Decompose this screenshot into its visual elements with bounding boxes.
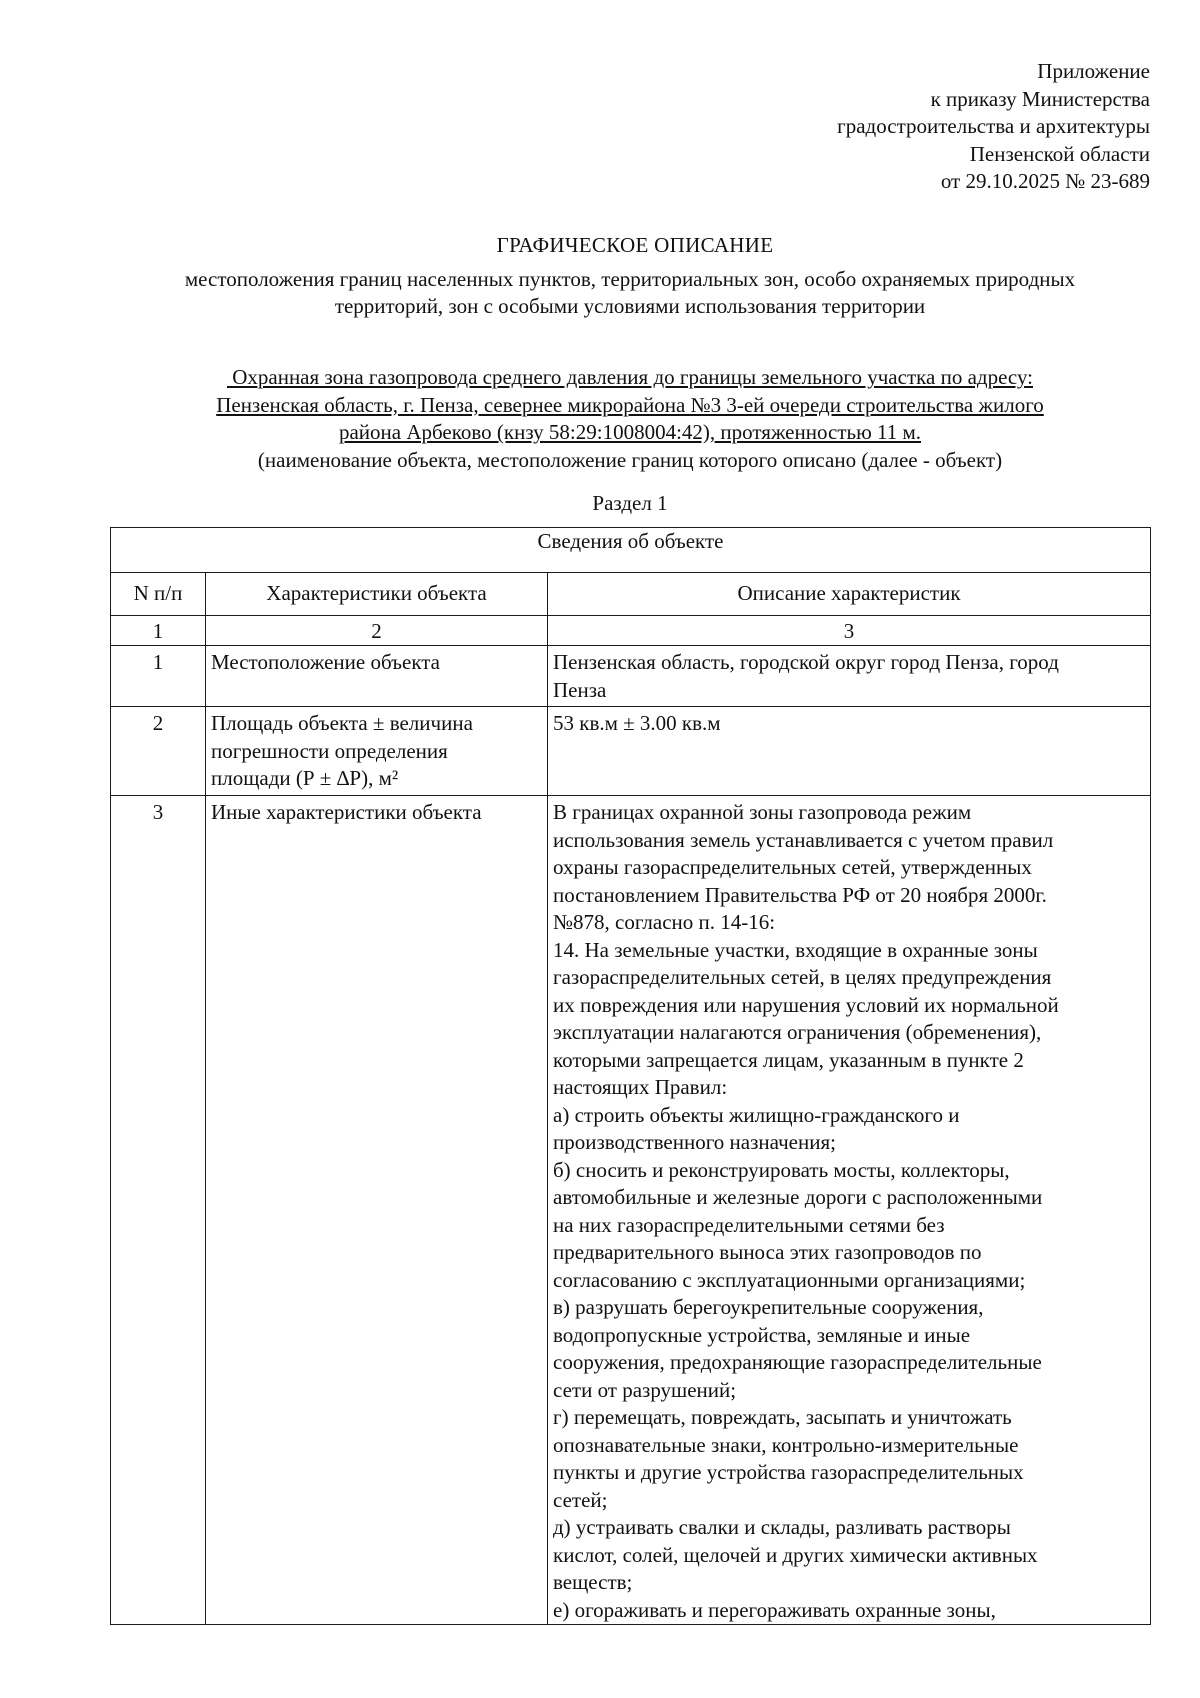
- column-number: 3: [548, 616, 1151, 646]
- header-description: Описание характеристик: [548, 573, 1151, 616]
- description-line: Пенза: [553, 677, 607, 702]
- description-line: сетей;: [553, 1487, 608, 1512]
- description-line: автомобильные и железные дороги с расположенными: [553, 1185, 1043, 1209]
- column-number: 2: [206, 616, 548, 646]
- table-caption: Сведения об объекте: [111, 528, 1151, 573]
- description-line: б) сносить и реконструировать мосты, коллекторы,: [553, 1157, 1010, 1182]
- description-line: В границах охранной зоны газопровода режим: [553, 800, 972, 824]
- description-line: на них газораспределительными сетями без: [553, 1212, 945, 1237]
- characteristic-line: Площадь объекта ± величина: [211, 711, 473, 735]
- appendix-line: Пензенской области: [969, 141, 1150, 166]
- description-line: сооружения, предохраняющие газораспределительные: [553, 1350, 1042, 1374]
- object-info-table: [110, 527, 1151, 1625]
- object-name-line: Охранная зона газопровода среднего давления до границы земельного участка по адресу:: [226, 365, 1034, 389]
- description-line: предварительного выноса этих газопроводов по: [553, 1240, 982, 1264]
- row-number: 2: [111, 707, 206, 796]
- description-line: газораспределительных сетей, в целях предупреждения: [553, 965, 1052, 989]
- description-line: опознавательные знаки, контрольно-измерительные: [553, 1432, 1019, 1457]
- object-name-block: [110, 364, 1150, 474]
- description-line: г) перемещать, повреждать, засыпать и уничтожать: [553, 1405, 1012, 1429]
- description-line: веществ;: [553, 1570, 633, 1594]
- row-number: 3: [111, 796, 206, 1625]
- table-row: [111, 796, 1151, 1625]
- description-line: №878, согласно п. 14-16:: [553, 910, 776, 934]
- characteristic-line: Иные характеристики объекта: [211, 800, 482, 824]
- object-name-line: Пензенская область, г. Пенза, севернее микрорайона №3 3-ей очереди строительства жилого: [216, 392, 1044, 417]
- row-description: [548, 646, 1151, 707]
- description-line: пункты и другие устройства газораспределительных: [553, 1460, 1024, 1484]
- characteristic-line: площади (Р ± ∆Р), м²: [211, 766, 399, 790]
- description-line: 53 кв.м ± 3.00 кв.м: [553, 711, 721, 735]
- description-line: настоящих Правил:: [553, 1075, 728, 1099]
- document-title: ГРАФИЧЕСКОЕ ОПИСАНИЕ: [496, 233, 774, 257]
- description-line: кислот, солей, щелочей и других химически активных: [553, 1542, 1038, 1567]
- description-line: в) разрушать берегоукрепительные сооружения,: [553, 1295, 984, 1319]
- column-number-row: [111, 616, 1151, 646]
- appendix-line: Приложение: [1037, 59, 1150, 83]
- description-line: использования земель устанавливается с учетом правил: [553, 827, 1054, 852]
- document-subtitle: [110, 266, 1150, 320]
- table-header-row: [111, 573, 1151, 616]
- description-line: охраны газораспределительных сетей, утвержденных: [553, 855, 1032, 879]
- description-line: согласованию с эксплуатационными организациями;: [553, 1267, 1026, 1292]
- appendix-line: градостроительства и архитектуры: [837, 114, 1150, 138]
- row-characteristic: [206, 707, 548, 796]
- table-row: [111, 646, 1151, 707]
- description-line: е) огораживать и перегораживать охранные зоны,: [553, 1597, 996, 1622]
- description-line: их повреждения или нарушения условий их нормальной: [553, 992, 1059, 1017]
- description-line: сети от разрушений;: [553, 1377, 737, 1402]
- description-line: д) устраивать свалки и склады, разливать растворы: [553, 1515, 1011, 1539]
- subtitle-line: местоположения границ населенных пунктов, территориальных зон, особо охраняемых природных: [184, 267, 1076, 291]
- subtitle-line: территорий, зон с особыми условиями использования территории: [334, 294, 926, 318]
- appendix-block: [837, 58, 1150, 196]
- row-number: 1: [111, 646, 206, 707]
- row-description: [548, 796, 1151, 1625]
- row-characteristic: [206, 796, 548, 1625]
- row-characteristic: [206, 646, 548, 707]
- description-line: водопропускные устройства, земляные и иные: [553, 1322, 971, 1347]
- column-number: 1: [111, 616, 206, 646]
- row-description: [548, 707, 1151, 796]
- description-line: эксплуатации налагаются ограничения (обременения),: [553, 1020, 1042, 1044]
- description-line: Пензенская область, городской округ город Пенза, город: [553, 650, 1059, 674]
- appendix-line: от 29.10.2025 № 23-689: [940, 169, 1150, 193]
- description-line: 14. На земельные участки, входящие в охранные зоны: [553, 937, 1038, 962]
- table-row: [111, 707, 1151, 796]
- object-name-line: района Арбеково (кнзу 58:29:1008004:42), протяженностью 11 м.: [338, 420, 922, 444]
- header-characteristic: Характеристики объекта: [206, 573, 548, 616]
- header-number: N п/п: [111, 573, 206, 616]
- characteristic-line: погрешности определения: [211, 738, 448, 763]
- appendix-line: к приказу Министерства: [930, 86, 1150, 111]
- characteristic-line: Местоположение объекта: [211, 650, 441, 674]
- section-label: Раздел 1: [592, 491, 668, 515]
- description-line: а) строить объекты жилищно-гражданского и: [553, 1102, 960, 1127]
- description-line: которыми запрещается лицам, указанным в пункте 2: [553, 1047, 1024, 1072]
- description-line: производственного назначения;: [553, 1130, 836, 1154]
- description-line: постановлением Правительства РФ от 20 ноября 2000г.: [553, 882, 1047, 907]
- object-name-caption: (наименование объекта, местоположение границ которого описано (далее - объект): [257, 447, 1003, 472]
